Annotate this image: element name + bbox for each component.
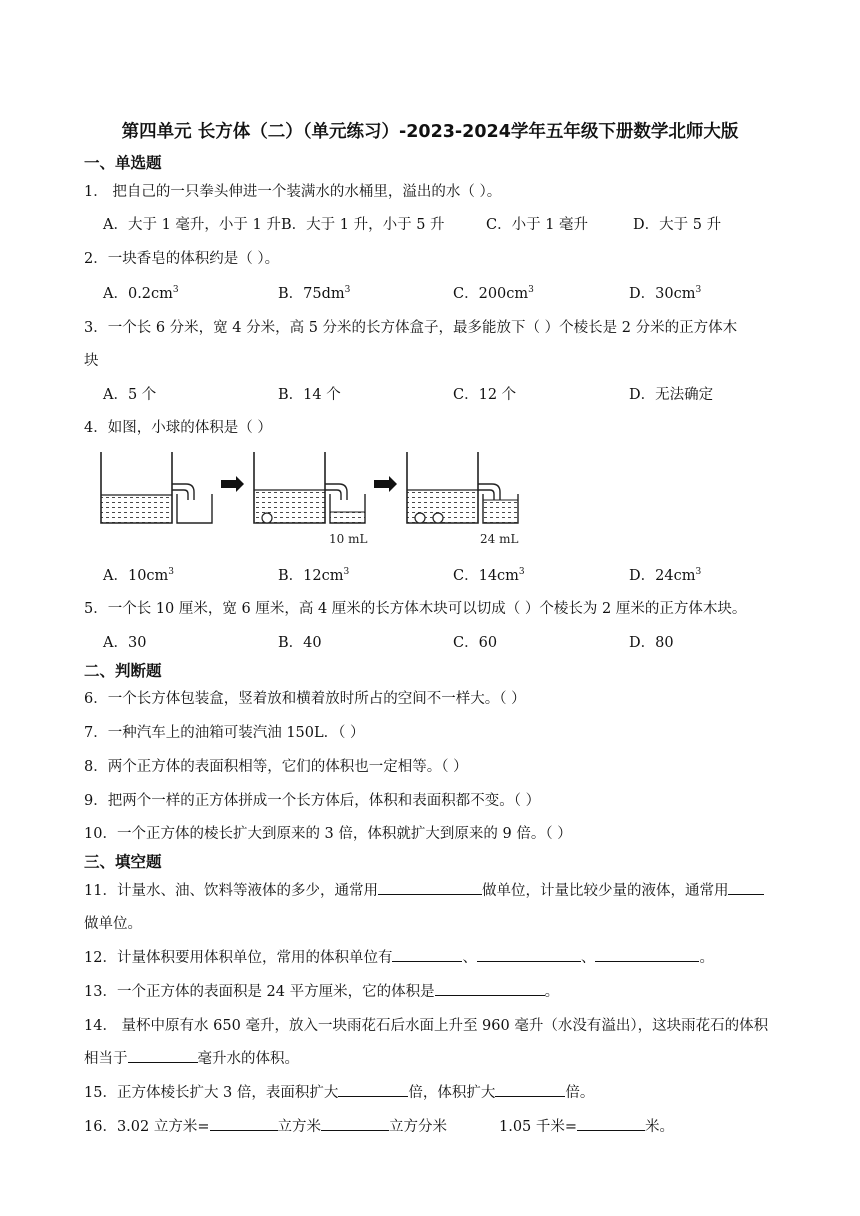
answer-blank[interactable] [495,1082,565,1097]
container-2 [254,452,365,523]
q4-option-a[interactable]: A．$10cm^3$ [103,567,175,584]
question-8: 8．两个正方体的表面积相等，它们的体积也一定相等。（ ） [84,759,468,775]
question-13: 13．一个正方体的表面积是 24 平方厘米，它的体积是 。 [84,980,559,1001]
answer-blank[interactable] [321,1116,389,1131]
answer-blank[interactable] [128,1048,198,1063]
question-11-line-2: 做单位。 [84,916,142,932]
q2-option-c[interactable]: C．$200cm^3$ [453,285,534,302]
question-7: 7．一种汽车上的油箱可装汽油 150L．（ ） [84,725,365,741]
question-1: 1． 把自己的一只拳头伸进一个装满水的水桶里，溢出的水（ ）。 [84,184,502,200]
q1-option-b[interactable]: B．大于 1 升，小于 5 升 [281,217,445,233]
q5-option-b[interactable]: B．40 [278,635,322,651]
question-3-line-2: 块 [84,353,99,369]
label-10ml: 10 mL [329,532,368,546]
answer-blank[interactable] [435,981,545,996]
section-heading-fill-blank: 三、填空题 [84,853,162,871]
question-4: 4．如图，小球的体积是（ ） [84,420,272,436]
question-6: 6．一个长方体包装盒，竖着放和横着放时所占的空间不一样大。（ ） [84,691,526,707]
question-15: 15．正方体棱长扩大 3 倍，表面积扩大 倍，体积扩大 倍。 [84,1081,594,1102]
question-11: 11．计量水、油、饮料等液体的多少，通常用 做单位，计量比较少量的液体，通常用 [84,879,764,900]
q3-option-a[interactable]: A．5 个 [103,387,157,403]
q3-option-b[interactable]: B．14 个 [278,387,341,403]
page-title: 第四单元 长方体（二）（单元练习）-2023-2024学年五年级下册数学北师大版 [121,122,739,142]
q4-option-d[interactable]: D．$24cm^3$ [629,567,702,584]
answer-blank[interactable] [378,880,482,895]
q1-option-c[interactable]: C．小于 1 毫升 [486,217,589,233]
answer-blank[interactable] [338,1082,408,1097]
container-3 [407,452,518,523]
answer-blank[interactable] [577,1116,645,1131]
arrow-icon [374,476,397,492]
q4-option-b[interactable]: B．$12cm^3$ [278,567,350,584]
section-heading-true-false: 二、判断题 [84,662,162,680]
q5-option-a[interactable]: A．30 [103,635,147,651]
question-5: 5．一个长 10 厘米，宽 6 厘米，高 4 厘米的长方体木块可以切成（ ）个棱长为 2 厘米的正方体木块。 [84,601,747,617]
q2-option-d[interactable]: D．$30cm^3$ [629,285,702,302]
q2-option-b[interactable]: B．$75dm^3$ [278,285,351,302]
q1-option-a[interactable]: A．大于 1 毫升，小于 1 升 [103,217,281,233]
q1-option-d[interactable]: D．大于 5 升 [633,217,722,233]
question-16: 16．3.02 立方米= 立方米 立方分米 1.05 千米= 米。 [84,1115,674,1136]
q2-option-a[interactable]: A．$0.2cm^3$ [103,285,179,302]
q5-option-d[interactable]: D．80 [629,635,674,651]
arrow-icon [221,476,244,492]
question-3-line-1: 3．一个长 6 分米，宽 4 分米，高 5 分米的长方体盒子，最多能放下（ ）个棱长是 2 分米的正方体木 [84,320,738,336]
question-12: 12．计量体积要用体积单位，常用的体积单位有 、 、 。 [84,946,714,967]
label-24ml: 24 mL [480,532,519,546]
question-14-line-1: 14． 量杯中原有水 650 毫升，放入一块雨花石后水面上升至 960 毫升（水没有溢出），这块雨花石的体积 [84,1018,769,1034]
question-14-line-2: 相当于 毫升水的体积。 [84,1047,299,1068]
q3-option-d[interactable]: D．无法确定 [629,387,714,403]
overflow-cup-figure [100,450,540,550]
q3-option-c[interactable]: C．12 个 [453,387,517,403]
answer-blank[interactable] [392,947,462,962]
section-heading-single-choice: 一、单选题 [84,154,162,172]
answer-blank[interactable] [477,947,581,962]
answer-blank[interactable] [210,1116,278,1131]
question-2: 2．一块香皂的体积约是（ ）。 [84,251,280,267]
answer-blank[interactable] [595,947,699,962]
q4-option-c[interactable]: C．$14cm^3$ [453,567,525,584]
q5-option-c[interactable]: C．60 [453,635,498,651]
answer-blank[interactable] [728,880,764,895]
container-1 [101,452,212,523]
question-10: 10．一个正方体的棱长扩大到原来的 3 倍，体积就扩大到原来的 9 倍。（ ） [84,826,572,842]
question-9: 9．把两个一样的正方体拼成一个长方体后，体积和表面积都不变。（ ） [84,793,541,809]
